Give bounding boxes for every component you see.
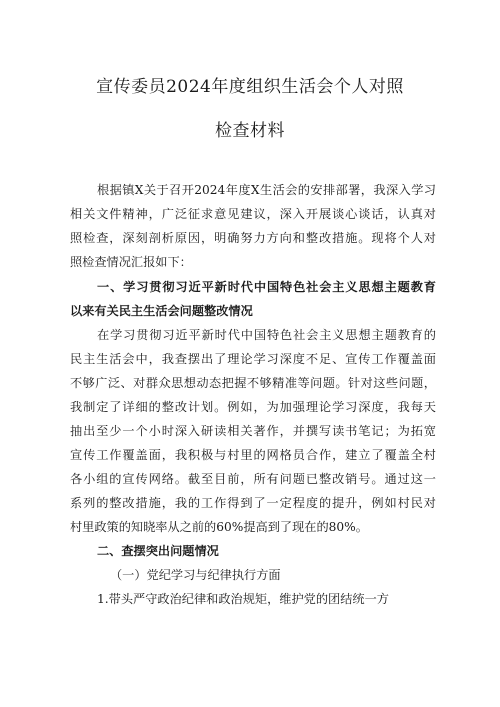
section2-heading: 二、查摆突出问题情况 [97,544,219,558]
section1-body-line-5: 抽出至少一个小时深入研读相关著作，并撰写读书笔记；为拓宽 [70,424,436,438]
section1-body-line-9: 村里政策的知晓率从之前的60%提高到了现在的80%。 [70,520,368,534]
intro-line-3: 照检查，深刻剖析原因，明确努力方向和整改措施。现将个人对 [70,231,436,245]
section1-body-line-2: 民主生活会中，我查摆出了理论学习深度不足、宣传工作覆盖面 [70,352,436,366]
section1-body-line-4: 我制定了详细的整改计划。例如，为加强理论学习深度，我每天 [70,400,436,414]
intro-line-2: 相关文件精神，广泛征求意见建议，深入开展谈心谈话，认真对 [70,207,436,221]
section1-body-line-7: 各小组的宣传网络。截至目前，所有问题已整改销号。通过这一 [70,472,436,486]
section1-body-line-8: 系列的整改措施，我的工作得到了一定程度的提升，例如村民对 [70,496,436,510]
document-title-line-1: 宣传委员2024年度组织生活会个人对照 [96,77,404,97]
subsection1-heading: （一）党纪学习与纪律执行方面 [110,568,281,582]
section1-body-line-1: 在学习贯彻习近平新时代中国特色社会主义思想主题教育的 [97,328,436,342]
section1-body-line-3: 不够广泛、对群众思想动态把握不够精准等问题。针对这些问题， [70,376,436,390]
intro-line-4: 照检查情况汇报如下： [70,255,192,269]
section1-heading-line-2: 以来有关民主生活会问题整改情况 [70,304,253,318]
intro-line-1: 根据镇X关于召开2024年度X生活会的安排部署，我深入学习 [97,183,436,197]
subsection1-item-1: 1.带头严守政治纪律和政治规矩，维护党的团结统一方 [97,592,389,606]
section1-body-line-6: 宣传工作覆盖面，我积极与村里的网格员合作，建立了覆盖全村 [70,448,436,462]
document-title-line-2: 检查材料 [215,121,285,141]
section1-heading-line-1: 一、学习贯彻习近平新时代中国特色社会主义思想主题教育 [97,280,436,294]
